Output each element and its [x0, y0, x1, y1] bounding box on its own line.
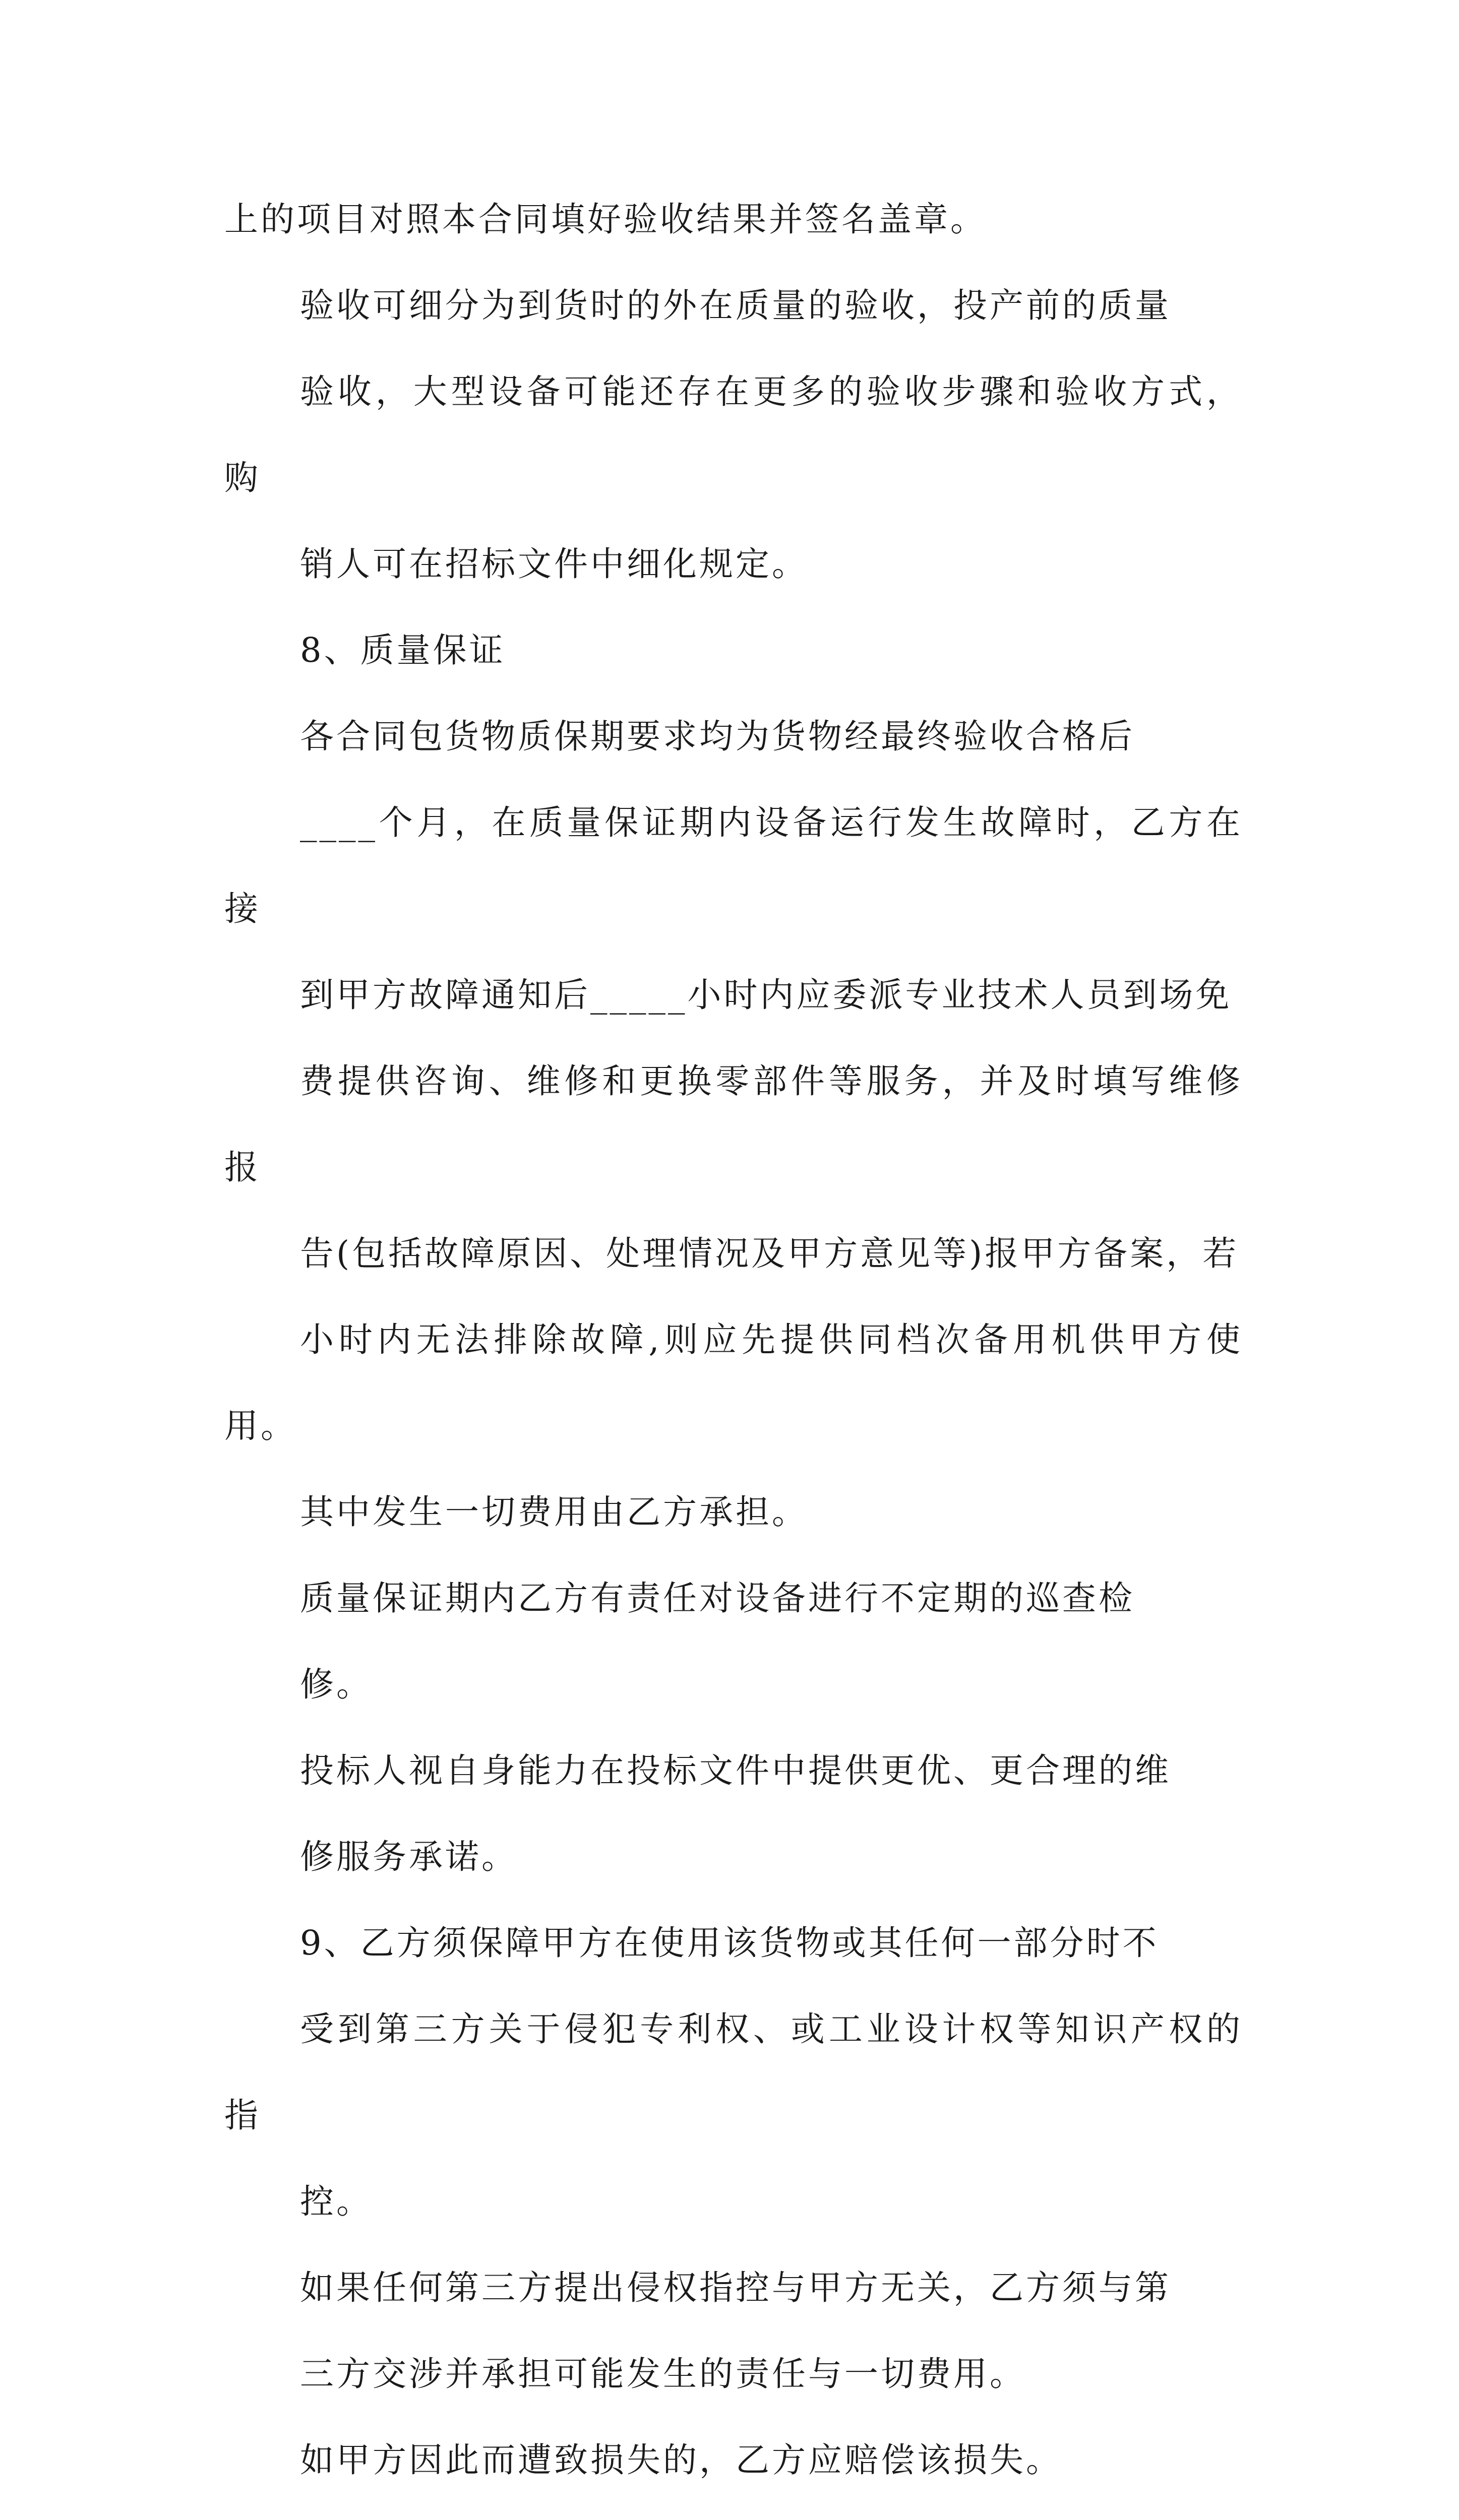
text-line: 告(包括故障原因、处理情况及甲方意见等)报甲方备案，若 — [300, 1234, 1239, 1273]
text-line: 受到第三方关于侵犯专利权、或工业设计权等知识产权的指 — [224, 2009, 1243, 2135]
text-line: 控。 — [300, 2182, 373, 2221]
text-line: 修服务承诺。 — [300, 1837, 518, 1876]
section-heading-liability — [224, 2503, 1243, 2520]
heading-text — [224, 2503, 1243, 2520]
paragraph-inspection — [224, 1555, 1243, 1728]
text-line: 投标人视自身能力在投标文件中提供更优、更合理的维 — [300, 1751, 1171, 1790]
text-line: 验收可细分为到货时的外在质量的验收，投产前的质量 — [300, 286, 1171, 325]
text-line: 上的项目对照本合同填好验收结果并签名盖章。 — [224, 200, 987, 239]
paragraph-third-party-claims — [224, 2245, 1243, 2417]
paragraph-acceptance-details — [224, 263, 1243, 607]
text-line: 9、乙方须保障甲方在使用该货物或其任何一部分时不 — [300, 1923, 1159, 1963]
text-line: 质量保证期内乙方有责任对设备进行不定期的巡查检 — [300, 1579, 1135, 1618]
text-line: ____个月，在质量保证期内设备运行发生故障时，乙方在接 — [224, 803, 1243, 928]
section-ip-protection — [224, 1900, 1243, 2245]
text-line: 到甲方故障通知后_____小时内应委派专业技术人员到场免 — [300, 975, 1232, 1015]
heading-text: 8、质量保证 — [300, 631, 506, 670]
text-line: 验收，大型设备可能还存在更多的验收步骤和验收方式，购 — [224, 372, 1243, 497]
paragraph-cost-bearing — [224, 1469, 1243, 1555]
text-line: 如甲方因此而遭致损失的，乙方应赔偿该损失。 — [300, 2440, 1062, 2480]
paragraph-loss-compensation — [224, 2417, 1243, 2503]
text-line: 费提供咨询、维修和更换零部件等服务，并及时填写维修报 — [224, 1061, 1243, 1187]
text-line: 小时内无法排除故障,则应先提供同档次备用机供甲方使用。 — [224, 1320, 1243, 1445]
text-line: 各合同包货物质保期要求均为货物经最终验收合格后 — [300, 717, 1135, 756]
text-line: 修。 — [300, 1665, 373, 1704]
paragraph-warranty-period — [224, 694, 1243, 1469]
paragraph-acceptance-signing — [224, 176, 1243, 263]
section-heading-quality-guarantee — [224, 607, 1243, 694]
text-line: 其中发生一切费用由乙方承担。 — [300, 1492, 808, 1532]
text-line: 三方交涉并承担可能发生的责任与一切费用。 — [300, 2354, 1026, 2393]
text-line: 如果任何第三方提出侵权指控与甲方无关，乙方须与第 — [300, 2268, 1171, 2307]
paragraph-service-commitment — [224, 1728, 1243, 1900]
document-body — [224, 176, 1243, 2520]
text-line: 销人可在招标文件中细化规定。 — [300, 544, 808, 584]
